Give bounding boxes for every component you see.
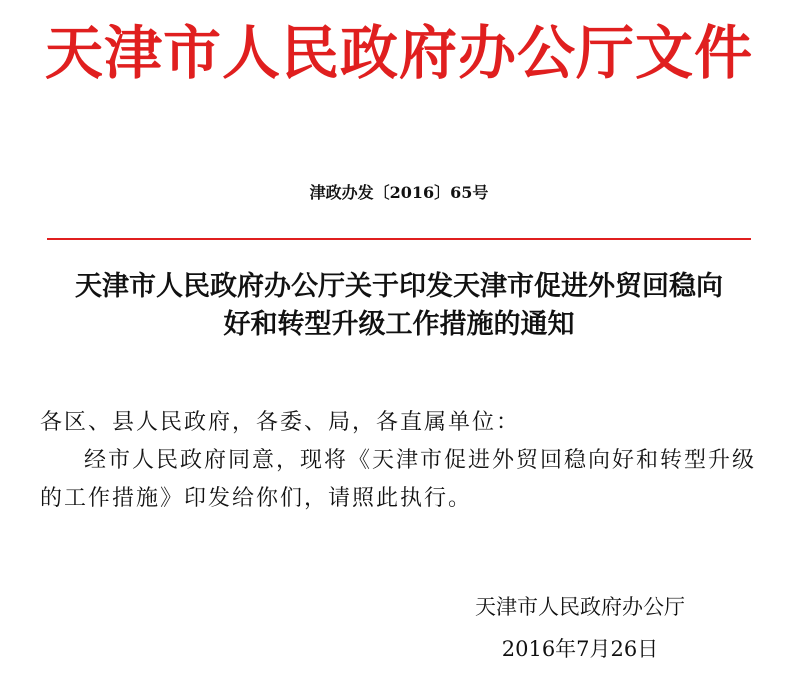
red-divider-line bbox=[47, 238, 751, 240]
notice-title-line-2: 好和转型升级工作措施的通知 bbox=[223, 309, 575, 340]
signature-block bbox=[475, 586, 685, 670]
issue-date: 2016年7月26日 bbox=[501, 637, 659, 661]
document-masthead: 天津市人民政府办公厅文件 bbox=[44, 19, 753, 87]
issuing-office: 天津市人民政府办公厅 bbox=[475, 595, 685, 619]
notice-body bbox=[40, 404, 760, 518]
body-paragraph: 经市人民政府同意，现将《天津市促进外贸回稳向好和转型升级的工作措施》印发给你们，请照此执行。 bbox=[40, 448, 757, 511]
notice-title bbox=[40, 268, 758, 344]
notice-title-line-1: 天津市人民政府办公厅关于印发天津市促进外贸回稳向 bbox=[75, 271, 723, 302]
salutation: 各区、县人民政府，各委、局，各直属单位： bbox=[40, 410, 521, 435]
document-number: 津政办发〔2016〕65号 bbox=[309, 183, 489, 202]
